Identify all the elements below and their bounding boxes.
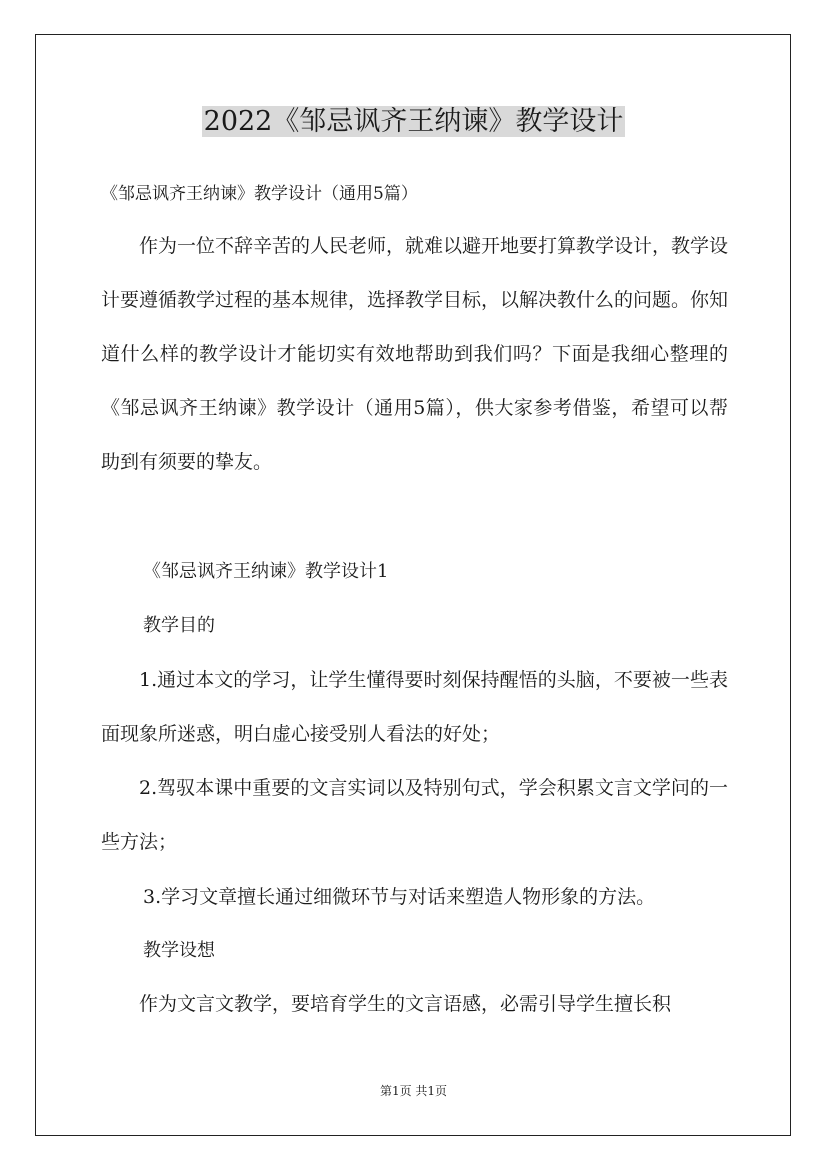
goal-item-1: 1.通过本文的学习，让学生懂得要时刻保持醒悟的头脑，不要被一些表面现象所迷惑，明白虚心接受别人看法的好处； bbox=[101, 669, 728, 745]
page-number: 第1页 共1页 bbox=[379, 1084, 448, 1098]
goals-heading: 教学目的 bbox=[143, 615, 215, 636]
document-subtitle: 《邹忌讽齐王纳谏》教学设计（通用5篇） bbox=[101, 184, 418, 204]
idea-heading: 教学设想 bbox=[143, 940, 215, 961]
goal-item-2: 2.驾驭本课中重要的文言实词以及特别句式，学会积累文言文学问的一些方法； bbox=[101, 777, 728, 853]
intro-paragraph: 作为一位不辞辛苦的人民老师，就难以避开地要打算教学设计，教学设计要遵循教学过程的基本规律，选择教学目标，以解决教什么的问题。你知道什么样的教学设计才能切实有效地帮助到我们吗？下面是我细心整理的《邹忌讽齐王纳谏》教学设计（通用5篇），供大家参考借鉴，希望可以帮助到有须要的挚友。 bbox=[101, 235, 729, 473]
document-title: 2022《邹忌讽齐王纳谏》教学设计 bbox=[203, 106, 624, 137]
goal-item-3: 3.学习文章擅长通过细微环节与对话来塑造人物形象的方法。 bbox=[143, 886, 656, 908]
section-heading: 《邹忌讽齐王纳谏》教学设计1 bbox=[143, 561, 389, 582]
idea-paragraph: 作为文言文教学，要培育学生的文言语感，必需引导学生擅长积 bbox=[139, 993, 672, 1015]
